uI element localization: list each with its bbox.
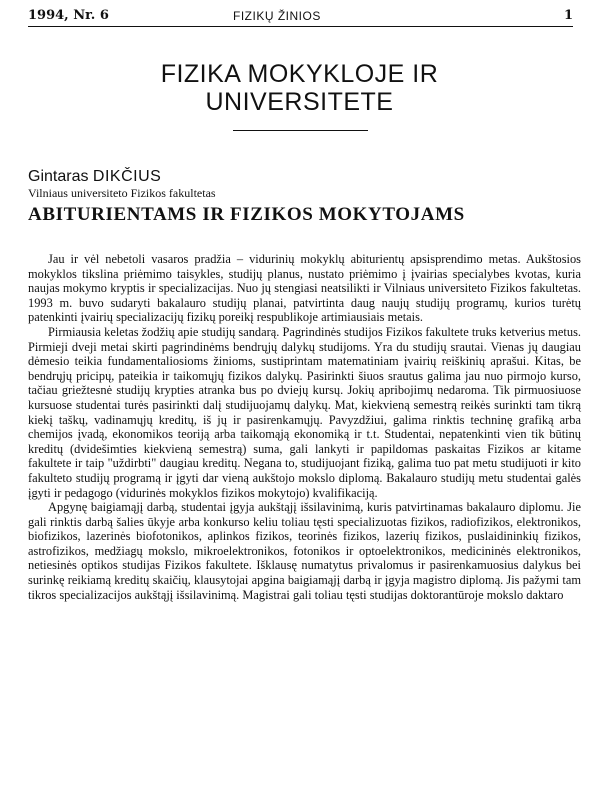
page-number: 1 [563,8,573,23]
issue-label: 1994, Nr. 6 [28,8,109,23]
section-title-line-2: UNIVERSITETE [205,88,394,116]
journal-name: FIZIKŲ ŽINIOS [233,9,321,23]
title-divider [233,130,368,131]
body-paragraph-3: Apgynę baigiamąjį darbą, studentai įgyja aukštąjį išsilavinimą, kuris patvirtinamas bakalauro diplomu. Jie gali rinktis darbą šalies ūkyje arba konkurso keliu toliau tęsti specializuotas fizikos, radiofizikos, elektronikos, biofizikos, lazerinės biofotonikos, aplinkos fizikos, teorinės fizikos, lazerių fizikos, puslaidininkių fizikos, astrofizikos, medžiagų mokslo, mikroelektronikos, fotonikos ir optoelektronikos, medicininės elektronikos, netiesinės optikos studijas Fizikos fakultete. Išklausę numatytus privalomus ir pasirenkamuosius dalykus bei surinkę reikiamą kreditų skaičių, klausytojai apgina baigiamąjį darbą ir įgyja magistro diplomą. Jis pažymi tam tikros specializacijos aukštąjį išsilavinimą. Magistrai gali toliau tęsti studijas doktorantūroje mokslo daktaro [28,500,581,602]
running-header [28,8,573,27]
author-surname: DIKČIUS [92,168,162,185]
section-title-line-1: FIZIKA MOKYKLOJE IR [160,60,439,88]
section-title [0,60,599,116]
article-body [28,252,581,602]
body-paragraph-1: Jau ir vėl nebetoli vasaros pradžia – vidurinių mokyklų abiturientų apsisprendimo metas. Aukštosios mokyklos tikslina priėmimo taisykles, studijų planus, nustato priėmimo į įvairias specialybes kvotas, kuria naujas mokymo kryptis ir specializacijas. Nuo jų stengiasi neatsilikti ir Vilniaus universiteto Fizikos fakultetas. 1993 m. buvo sudaryti bakalauro studijų planai, patvirtinta daug naujų studijų programų, kurios turėtų patenkinti įvairių specializacijų fizikų poreikį respublikoje artimiausiais metais. [28,252,581,325]
article-title: ABITURIENTAMS IR FIZIKOS MOKYTOJAMS [28,204,465,225]
author-name [28,168,161,186]
author-given-name: Gintaras [28,168,89,185]
body-paragraph-2: Pirmiausia keletas žodžių apie studijų sandarą. Pagrindinės studijos Fizikos fakultete truks ketverius metus. Pirmieji dveji metai skirti pagrindinėms bendrųjų dalykų studijoms. Yra du studijų srautai. Vienas jų daugiau dėmesio teikia fundamentaliosioms žinioms, sustiprintam matematiniam įvairių reiškinių aprašui. Kitas, be bendrųjų pricipų, pateikia ir taikomųjų fizikos dalykų. Pasirinkti šiuos srautus galima jau nuo pirmojo kurso, tačiau griežtesnė studijų krypties atranka bus po dviejų kursų. Jokių apribojimų nedaroma. Tik pirmuosiuose kursuose studentai turės pasirinkti dalį studijuojamų dalykų. Mat, kiekvieną semestrą reikės surinkti tam tikrą kiekį taškų, vadinamųjų kreditų, iš jų ir pasirenkamųjų. Pavyzdžiui, galima rinktis techninę grafiką arba chemijos įvadą, ekonomikos teoriją arba taikomąją ekonomiką ir t.t. Studentai, nepatenkinti vien tik būtinų kreditų (dvidešimties kiekvieną semestrą) suma, gali lankyti ir papildomas paskaitas Fizikos ar kitame fakultete ir taip "uždirbti" daugiau kreditų. Negana to, studijuojant fiziką, galima tuo pat metu studijuoti ir kito fakulteto studijų programą ir įgyti dar vieną aukštojo mokslo diplomą. Bakalauro studijų metu studentai galės įgyti ir pedagogo (vidurinės mokyklos fizikos mokytojo) kvalifikaciją. [28,324,581,500]
author-affiliation: Vilniaus universiteto Fizikos fakultetas [28,186,216,200]
